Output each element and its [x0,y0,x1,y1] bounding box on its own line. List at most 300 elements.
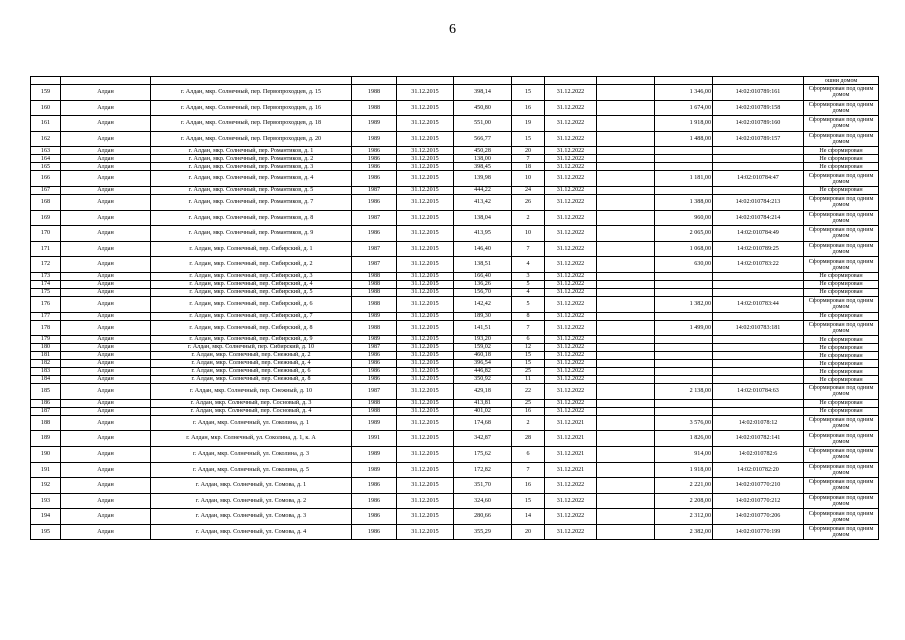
land-status-cell: Не сформирован [804,163,879,171]
address-cell [151,77,352,85]
area-cell: 146,40 [454,241,512,257]
row-number-cell: 167 [31,186,61,194]
deadline-cell: 31.12.2022 [545,493,597,509]
row-number-cell: 172 [31,257,61,273]
area-cell: 342,87 [454,431,512,447]
date-cell: 31.12.2015 [397,431,454,447]
year-built-cell: 1989 [352,336,397,344]
cadastral-number-cell [713,344,804,352]
address-cell: г. Алдан, мкр. Солнечный, пер. Сибирский, д. 6 [151,296,352,312]
land-area-cell: 2 382,00 [655,524,713,540]
empty-cell [597,509,655,525]
table-row [31,100,879,116]
table-row [31,210,879,226]
address-cell: г. Алдан, мкр. Солнечный, пер. Сосновый, д. 4 [151,407,352,415]
date-cell: 31.12.2015 [397,288,454,296]
deadline-cell: 31.12.2022 [545,131,597,147]
land-status-cell: ошни домом [804,77,879,85]
deadline-cell: 31.12.2022 [545,116,597,132]
land-area-cell [655,352,713,360]
deadline-cell: 31.12.2022 [545,407,597,415]
table-row [31,241,879,257]
row-number-cell: 168 [31,194,61,210]
cadastral-number-cell [713,368,804,376]
year-built-cell: 1989 [352,312,397,320]
date-cell: 31.12.2015 [397,241,454,257]
address-cell: г. Алдан, мкр. Солнечный, пер. Снежный, д. 2 [151,352,352,360]
year-built-cell: 1987 [352,344,397,352]
area-cell: 413,81 [454,399,512,407]
cadastral-number-cell: 14:02:010789:25 [713,241,804,257]
area-cell: 551,00 [454,116,512,132]
deadline-cell: 31.12.2021 [545,431,597,447]
year-built-cell: 1986 [352,509,397,525]
year-built-cell: 1986 [352,368,397,376]
row-number-cell: 189 [31,431,61,447]
area-cell: 413,95 [454,226,512,242]
land-status-cell: Сформирован под одним домом [804,171,879,187]
land-area-cell [655,163,713,171]
cadastral-number-cell [713,407,804,415]
row-number-cell: 175 [31,288,61,296]
cadastral-number-cell [713,280,804,288]
address-cell: г. Алдан, мкр. Солнечный, пер. Сибирский, д. 3 [151,272,352,280]
year-built-cell: 1988 [352,280,397,288]
residents-cell: 11 [512,376,545,384]
cadastral-number-cell: 14:02:010789:157 [713,131,804,147]
deadline-cell: 31.12.2022 [545,296,597,312]
date-cell: 31.12.2015 [397,272,454,280]
deadline-cell: 31.12.2022 [545,171,597,187]
land-status-cell: Сформирован под одним домом [804,116,879,132]
date-cell: 31.12.2015 [397,368,454,376]
locality-cell: Алдан [61,171,151,187]
empty-cell [597,399,655,407]
area-cell: 460,18 [454,352,512,360]
year-built-cell: 1986 [352,194,397,210]
row-number-cell: 194 [31,509,61,525]
land-area-cell [655,155,713,163]
residents-cell: 7 [512,241,545,257]
land-area-cell: 960,00 [655,210,713,226]
land-status-cell: Не сформирован [804,272,879,280]
locality-cell: Алдан [61,462,151,478]
cadastral-number-cell [713,376,804,384]
date-cell: 31.12.2015 [397,462,454,478]
row-number-cell: 161 [31,116,61,132]
address-cell: г. Алдан, мкр. Солнечный, ул. Сомова, д. 4 [151,524,352,540]
area-cell: 172,82 [454,462,512,478]
year-built-cell: 1988 [352,407,397,415]
date-cell: 31.12.2015 [397,320,454,336]
residents-cell: 4 [512,288,545,296]
land-area-cell [655,312,713,320]
empty-cell [597,320,655,336]
date-cell: 31.12.2015 [397,226,454,242]
land-status-cell: Сформирован под одним домом [804,210,879,226]
locality-cell: Алдан [61,131,151,147]
table-row [31,415,879,431]
row-number-cell: 173 [31,272,61,280]
year-built-cell: 1988 [352,272,397,280]
residents-cell: 16 [512,407,545,415]
cadastral-number-cell [713,77,804,85]
row-number-cell: 159 [31,85,61,101]
residents-cell [512,77,545,85]
land-area-cell: 2 065,00 [655,226,713,242]
land-area-cell: 3 576,00 [655,415,713,431]
locality-cell: Алдан [61,493,151,509]
cadastral-number-cell: 14:02:010782:20 [713,462,804,478]
residents-cell: 26 [512,194,545,210]
cadastral-number-cell: 14:02:010784:63 [713,384,804,400]
address-cell: г. Алдан, мкр. Солнечный, пер. Снежный, д. 4 [151,360,352,368]
year-built-cell: 1989 [352,131,397,147]
date-cell: 31.12.2015 [397,186,454,194]
address-cell: г. Алдан, мкр. Солнечный, ул. Сомова, д. 3 [151,509,352,525]
row-number-cell: 165 [31,163,61,171]
area-cell: 446,82 [454,368,512,376]
land-status-cell: Сформирован под одним домом [804,431,879,447]
table-row [31,446,879,462]
locality-cell: Алдан [61,226,151,242]
land-area-cell: 1 388,00 [655,194,713,210]
land-status-cell: Сформирован под одним домом [804,415,879,431]
land-status-cell: Сформирован под одним домом [804,194,879,210]
year-built-cell: 1986 [352,524,397,540]
land-area-cell [655,376,713,384]
residents-cell: 18 [512,163,545,171]
date-cell [397,77,454,85]
residents-cell: 8 [512,312,545,320]
table-row [31,171,879,187]
table-row [31,155,879,163]
address-cell: г. Алдан, мкр. Солнечный, пер. Романтиков, д. 5 [151,186,352,194]
empty-cell [597,384,655,400]
residents-cell: 25 [512,399,545,407]
land-area-cell: 914,00 [655,446,713,462]
table-row [31,524,879,540]
deadline-cell: 31.12.2022 [545,155,597,163]
residents-cell: 15 [512,352,545,360]
year-built-cell: 1986 [352,360,397,368]
year-built-cell: 1989 [352,116,397,132]
empty-cell [597,257,655,273]
address-cell: г. Алдан, мкр. Солнечный, пер. Романтиков, д. 2 [151,155,352,163]
land-area-cell [655,147,713,155]
table-row [31,509,879,525]
year-built-cell: 1989 [352,415,397,431]
table-row [31,462,879,478]
row-number-cell: 186 [31,399,61,407]
year-built-cell: 1986 [352,147,397,155]
date-cell: 31.12.2015 [397,280,454,288]
cadastral-number-cell [713,288,804,296]
locality-cell [61,77,151,85]
table-row [31,352,879,360]
deadline-cell: 31.12.2022 [545,163,597,171]
year-built-cell: 1988 [352,320,397,336]
row-number-cell: 171 [31,241,61,257]
cadastral-number-cell: 14:02:010789:158 [713,100,804,116]
residents-cell: 25 [512,368,545,376]
year-built-cell: 1988 [352,100,397,116]
deadline-cell: 31.12.2022 [545,399,597,407]
year-built-cell: 1987 [352,241,397,257]
empty-cell [597,376,655,384]
row-number-cell: 195 [31,524,61,540]
date-cell: 31.12.2015 [397,147,454,155]
land-area-cell [655,272,713,280]
address-cell: г. Алдан, мкр. Солнечный, пер. Сибирский, д. 10 [151,344,352,352]
row-number-cell: 182 [31,360,61,368]
row-number-cell: 191 [31,462,61,478]
row-number-cell: 192 [31,478,61,494]
land-status-cell: Сформирован под одним домом [804,509,879,525]
date-cell: 31.12.2015 [397,509,454,525]
land-status-cell: Не сформирован [804,352,879,360]
residents-cell: 15 [512,131,545,147]
year-built-cell: 1989 [352,462,397,478]
empty-cell [597,241,655,257]
empty-cell [597,344,655,352]
row-number-cell: 184 [31,376,61,384]
residents-cell: 22 [512,384,545,400]
row-number-cell: 163 [31,147,61,155]
date-cell: 31.12.2015 [397,210,454,226]
area-cell: 174,68 [454,415,512,431]
locality-cell: Алдан [61,478,151,494]
date-cell: 31.12.2015 [397,407,454,415]
row-number-cell: 193 [31,493,61,509]
land-area-cell [655,407,713,415]
empty-cell [597,368,655,376]
cadastral-number-cell: 14:02:010770:210 [713,478,804,494]
residents-cell: 15 [512,360,545,368]
date-cell: 31.12.2015 [397,478,454,494]
deadline-cell: 31.12.2022 [545,478,597,494]
empty-cell [597,280,655,288]
area-cell: 324,60 [454,493,512,509]
locality-cell: Алдан [61,376,151,384]
area-cell: 280,66 [454,509,512,525]
area-cell: 138,04 [454,210,512,226]
date-cell: 31.12.2015 [397,116,454,132]
land-status-cell: Не сформирован [804,155,879,163]
empty-cell [597,186,655,194]
empty-cell [597,352,655,360]
land-status-cell: Сформирован под одним домом [804,524,879,540]
deadline-cell: 31.12.2022 [545,186,597,194]
area-cell: 159,02 [454,344,512,352]
empty-cell [597,155,655,163]
land-status-cell: Сформирован под одним домом [804,226,879,242]
cadastral-number-cell [713,163,804,171]
address-cell: г. Алдан, мкр. Солнечный, ул. Соколина, д. 1, к. А [151,431,352,447]
empty-cell [597,431,655,447]
locality-cell: Алдан [61,241,151,257]
residents-cell: 12 [512,344,545,352]
land-status-cell: Не сформирован [804,280,879,288]
deadline-cell: 31.12.2021 [545,462,597,478]
area-cell: 450,80 [454,100,512,116]
land-status-cell: Не сформирован [804,368,879,376]
land-status-cell: Сформирован под одним домом [804,85,879,101]
area-cell: 566,77 [454,131,512,147]
cadastral-number-cell: 14:02:010784:49 [713,226,804,242]
locality-cell: Алдан [61,100,151,116]
residents-cell: 7 [512,320,545,336]
cadastral-number-cell: 14:02:010783:181 [713,320,804,336]
year-built-cell: 1988 [352,399,397,407]
locality-cell: Алдан [61,280,151,288]
locality-cell: Алдан [61,320,151,336]
row-number-cell: 178 [31,320,61,336]
residents-cell: 10 [512,226,545,242]
table-row [31,312,879,320]
land-area-cell: 2 221,00 [655,478,713,494]
residents-cell: 20 [512,147,545,155]
date-cell: 31.12.2015 [397,524,454,540]
empty-cell [597,407,655,415]
address-cell: г. Алдан, мкр. Солнечный, ул. Соколина, д. 5 [151,462,352,478]
deadline-cell: 31.12.2022 [545,288,597,296]
row-number-cell [31,77,61,85]
deadline-cell: 31.12.2022 [545,336,597,344]
locality-cell: Алдан [61,194,151,210]
cadastral-number-cell: 14:02:01078:12 [713,415,804,431]
year-built-cell: 1986 [352,155,397,163]
land-status-cell: Сформирован под одним домом [804,446,879,462]
deadline-cell: 31.12.2022 [545,280,597,288]
row-number-cell: 169 [31,210,61,226]
address-cell: г. Алдан, мкр. Солнечный, пер. Первопроходцев, д. 15 [151,85,352,101]
land-status-cell: Не сформирован [804,399,879,407]
table-row [31,288,879,296]
address-cell: г. Алдан, мкр. Солнечный, пер. Первопроходцев, д. 18 [151,116,352,132]
cadastral-number-cell [713,147,804,155]
locality-cell: Алдан [61,147,151,155]
year-built-cell: 1986 [352,226,397,242]
date-cell: 31.12.2015 [397,296,454,312]
locality-cell: Алдан [61,296,151,312]
area-cell: 398,45 [454,163,512,171]
land-area-cell [655,344,713,352]
locality-cell: Алдан [61,155,151,163]
deadline-cell: 31.12.2022 [545,100,597,116]
date-cell: 31.12.2015 [397,360,454,368]
residents-cell: 15 [512,493,545,509]
locality-cell: Алдан [61,360,151,368]
address-cell: г. Алдан, мкр. Солнечный, пер. Первопроходцев, д. 16 [151,100,352,116]
locality-cell: Алдан [61,407,151,415]
date-cell: 31.12.2015 [397,493,454,509]
cadastral-number-cell [713,186,804,194]
residents-cell: 19 [512,116,545,132]
locality-cell: Алдан [61,431,151,447]
area-cell: 398,14 [454,85,512,101]
table-row [31,226,879,242]
row-number-cell: 164 [31,155,61,163]
address-cell: г. Алдан, мкр. Солнечный, пер. Первопроходцев, д. 20 [151,131,352,147]
date-cell: 31.12.2015 [397,85,454,101]
land-status-cell: Сформирован под одним домом [804,462,879,478]
empty-cell [597,336,655,344]
residents-cell: 2 [512,415,545,431]
land-area-cell: 1 068,00 [655,241,713,257]
cadastral-number-cell: 14:02:010782:6 [713,446,804,462]
row-number-cell: 177 [31,312,61,320]
land-area-cell: 2 312,00 [655,509,713,525]
cadastral-number-cell [713,155,804,163]
address-cell: г. Алдан, мкр. Солнечный, пер. Сибирский, д. 5 [151,288,352,296]
deadline-cell: 31.12.2022 [545,368,597,376]
locality-cell: Алдан [61,288,151,296]
locality-cell: Алдан [61,368,151,376]
residents-cell: 16 [512,100,545,116]
land-area-cell: 1 674,00 [655,100,713,116]
table-row [31,384,879,400]
deadline-cell: 31.12.2022 [545,147,597,155]
land-status-cell: Сформирован под одним домом [804,384,879,400]
table-row [31,320,879,336]
cadastral-number-cell: 14:02:010789:161 [713,85,804,101]
deadline-cell: 31.12.2021 [545,446,597,462]
residents-cell: 20 [512,524,545,540]
land-area-cell [655,288,713,296]
residents-cell: 5 [512,296,545,312]
deadline-cell: 31.12.2022 [545,226,597,242]
land-status-cell: Не сформирован [804,186,879,194]
land-area-cell [655,368,713,376]
empty-cell [597,100,655,116]
empty-cell [597,524,655,540]
table-row [31,77,879,85]
residents-cell: 28 [512,431,545,447]
date-cell: 31.12.2015 [397,171,454,187]
land-status-cell: Сформирован под одним домом [804,478,879,494]
area-cell: 413,42 [454,194,512,210]
residents-cell: 4 [512,257,545,273]
table-row [31,131,879,147]
date-cell: 31.12.2015 [397,336,454,344]
date-cell: 31.12.2015 [397,384,454,400]
address-cell: г. Алдан, мкр. Солнечный, ул. Соколина, д. 3 [151,446,352,462]
row-number-cell: 183 [31,368,61,376]
date-cell: 31.12.2015 [397,344,454,352]
locality-cell: Алдан [61,344,151,352]
area-cell: 142,42 [454,296,512,312]
table-row [31,272,879,280]
area-cell: 141,51 [454,320,512,336]
date-cell: 31.12.2015 [397,163,454,171]
area-cell: 450,28 [454,147,512,155]
empty-cell [597,163,655,171]
area-cell: 444,22 [454,186,512,194]
address-cell: г. Алдан, мкр. Солнечный, пер. Сибирский, д. 8 [151,320,352,336]
land-status-cell: Сформирован под одним домом [804,320,879,336]
year-built-cell: 1991 [352,431,397,447]
locality-cell: Алдан [61,272,151,280]
row-number-cell: 170 [31,226,61,242]
row-number-cell: 180 [31,344,61,352]
year-built-cell: 1986 [352,478,397,494]
land-area-cell: 1 918,00 [655,462,713,478]
row-number-cell: 176 [31,296,61,312]
locality-cell: Алдан [61,116,151,132]
area-cell: 355,29 [454,524,512,540]
residents-cell: 2 [512,210,545,226]
